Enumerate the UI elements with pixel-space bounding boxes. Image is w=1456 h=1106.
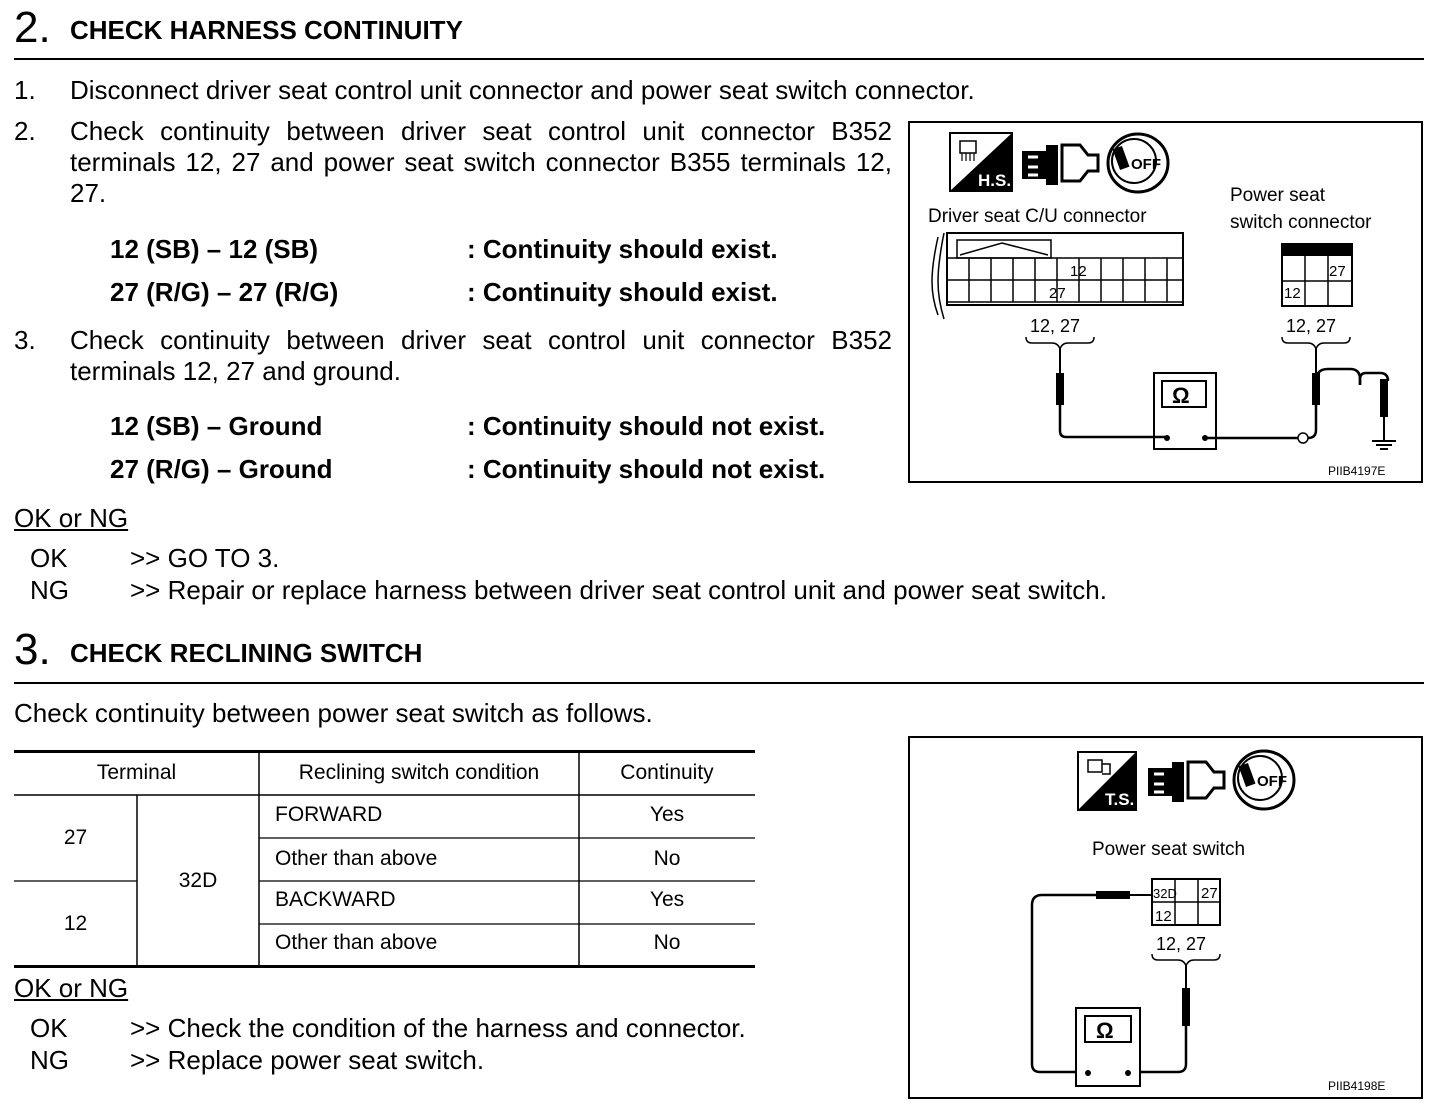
fig2-probe-label: 12, 27 xyxy=(1156,934,1207,954)
step-2-item-1-text: Disconnect driver seat control unit connector and power seat switch connector. xyxy=(70,75,975,105)
hs-label: H.S. xyxy=(978,171,1012,190)
switch-pin-27: 27 xyxy=(1201,885,1218,902)
figure-2-code: PIIB4198E xyxy=(1328,1079,1386,1093)
reclining-switch-table xyxy=(14,750,755,969)
check-b-1-result: : Continuity should not exist. xyxy=(467,411,826,441)
check-a-1-result: : Continuity should exist. xyxy=(467,234,778,264)
terminal-27-cell: 27 xyxy=(63,826,88,849)
step-3-ng-action: >> Replace power seat switch. xyxy=(130,1045,485,1075)
table-row-3-continuity: Yes xyxy=(649,888,685,911)
terminal-32d-cell: 32D xyxy=(178,869,218,892)
step-3-title: CHECK RECLINING SWITCH xyxy=(70,638,423,668)
step-2-item-2-number: 2. xyxy=(14,116,36,146)
table-row-2-continuity: No xyxy=(653,847,681,870)
ohm-symbol-2: Ω xyxy=(1096,1018,1114,1043)
connector-icon-2 xyxy=(1148,762,1224,802)
step-2-item-3-text: Check continuity between driver seat control unit connector B352 terminals 12, 27 and ground. xyxy=(70,325,892,386)
step-2-title: CHECK HARNESS CONTINUITY xyxy=(70,15,463,45)
reclining-switch-figure xyxy=(908,736,1423,1099)
check-a-1-pair: 12 (SB) – 12 (SB) xyxy=(110,234,319,264)
fig1-off-label: OFF xyxy=(1131,156,1161,173)
connector-icon xyxy=(1022,145,1098,185)
power-seat-switch-connector-2 xyxy=(1152,879,1220,925)
step-3-divider xyxy=(14,682,1424,684)
fig2-off-label: OFF xyxy=(1257,773,1287,790)
check-a-2-pair: 27 (R/G) – 27 (R/G) xyxy=(110,277,339,307)
step-2-item-1-number: 1. xyxy=(14,75,36,105)
power-switch-label-line-1: Power seat xyxy=(1230,185,1326,206)
terminal-12-cell: 12 xyxy=(63,912,88,935)
step-3-ok-label: OK xyxy=(30,1013,68,1043)
step-2-ng-action: >> Repair or replace harness between driver seat control unit and power seat switch. xyxy=(130,575,1107,605)
table-row-1-continuity: Yes xyxy=(649,803,685,826)
check-b-1-pair: 12 (SB) – Ground xyxy=(110,411,323,441)
step-3-ok-or-ng-heading: OK or NG xyxy=(14,973,129,1003)
ohmmeter-2 xyxy=(1076,1008,1140,1086)
reclining-switch-diagram xyxy=(910,738,1421,1097)
driver-seat-connector xyxy=(932,233,1183,319)
switch-probe-label: 12, 27 xyxy=(1286,316,1337,336)
ignition-off-icon-2 xyxy=(1234,751,1294,809)
harness-side-icon xyxy=(950,133,1012,191)
switch-connector-pin-27: 27 xyxy=(1329,263,1346,280)
switch-pin-32d: 32D xyxy=(1153,886,1177,901)
harness-continuity-figure xyxy=(908,121,1423,483)
table-row-2-condition: Other than above xyxy=(275,847,438,870)
step-2-item-3-number: 3. xyxy=(14,325,36,355)
terminal-side-icon xyxy=(1078,752,1136,810)
harness-continuity-diagram xyxy=(910,123,1421,481)
header-condition: Reclining switch condition xyxy=(298,760,540,784)
switch-pin-12: 12 xyxy=(1155,908,1172,925)
power-seat-switch-label: Power seat switch xyxy=(1092,839,1246,860)
table-row-3-condition: BACKWARD xyxy=(275,888,396,911)
switch-connector-pin-12: 12 xyxy=(1284,285,1301,302)
power-seat-switch-connector xyxy=(1282,244,1352,306)
ts-label: T.S. xyxy=(1105,790,1135,809)
ohm-symbol: Ω xyxy=(1172,383,1190,408)
step-2-ok-action: >> GO TO 3. xyxy=(130,543,280,573)
header-terminal: Terminal xyxy=(96,760,177,784)
table-row-1-condition: FORWARD xyxy=(275,803,383,826)
step-2-divider xyxy=(14,58,1424,60)
driver-connector-label: Driver seat C/U connector xyxy=(928,206,1147,227)
table-row-4-condition: Other than above xyxy=(275,931,438,954)
ignition-off-icon xyxy=(1108,134,1168,192)
figure-1-code: PIIB4197E xyxy=(1328,464,1386,478)
power-switch-label-line-2: switch connector xyxy=(1230,212,1372,233)
table-row-4-continuity: No xyxy=(653,931,681,954)
step-3-ok-action: >> Check the condition of the harness and connector. xyxy=(130,1013,746,1043)
step-3-intro: Check continuity between power seat switch as follows. xyxy=(14,698,653,728)
driver-probe-label: 12, 27 xyxy=(1030,316,1081,336)
check-a-2-result: : Continuity should exist. xyxy=(467,277,778,307)
step-3-ng-label: NG xyxy=(30,1045,69,1075)
check-b-2-result: : Continuity should not exist. xyxy=(467,454,826,484)
step-2-number: 2. xyxy=(14,3,51,52)
step-3-number: 3. xyxy=(14,625,51,674)
step-2-ok-or-ng-heading: OK or NG xyxy=(14,503,129,533)
header-continuity: Continuity xyxy=(620,760,714,784)
step-2-ok-label: OK xyxy=(30,543,68,573)
step-2-ng-label: NG xyxy=(30,575,69,605)
step-2-item-2-text: Check continuity between driver seat control unit connector B352 terminals 12, 27 and power seat switch connector B355 terminals 12, 27. xyxy=(70,116,892,208)
check-b-2-pair: 27 (R/G) – Ground xyxy=(110,454,333,484)
driver-connector-pin-27: 27 xyxy=(1049,285,1066,302)
driver-connector-pin-12: 12 xyxy=(1070,263,1087,280)
